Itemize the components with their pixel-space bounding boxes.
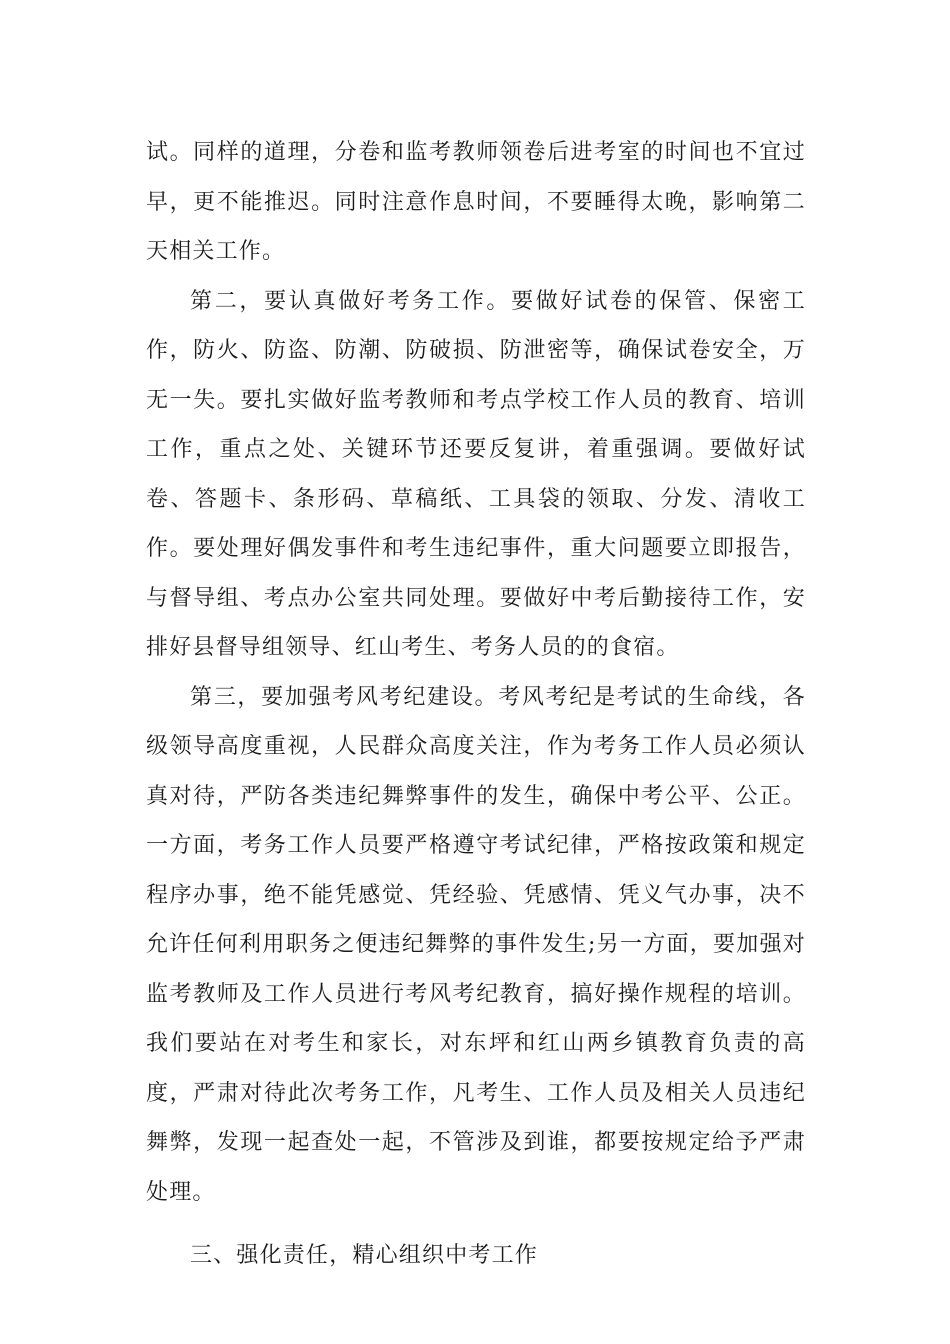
paragraph-second-point: 第二，要认真做好考务工作。要做好试卷的保管、保密工作，防火、防盗、防潮、防破损、防泄密等，确保试卷安全，万无一失。要扎实做好监考教师和考点学校工作人员的教育、培训工作，重点之处、关键环节还要反复讲，着重强调。要做好试卷、答题卡、条形码、草稿纸、工具袋的领取、分发、清收工作。要处理好偶发事件和考生违纪事件，重大问题要立即报告，与督导组、考点办公室共同处理。要做好中考后勤接待工作，安排好县督导组领导、红山考生、考务人员的的食宿。 [146,288,806,660]
paragraph-continuation: 试。同样的道理，分卷和监考教师领卷后进考室的时间也不宜过早，更不能推迟。同时注意作息时间，不要睡得太晚，影响第二天相关工作。 [146,140,806,264]
paragraph-third-point: 第三，要加强考风考纪建设。考风考纪是考试的生命线，各级领导高度重视，人民群众高度关注，作为考务工作人员必须认真对待，严防各类违纪舞弊事件的发生，确保中考公平、公正。一方面，考务工作人员要严格遵守考试纪律，严格按政策和规定程序办事，绝不能凭感觉、凭经验、凭感情、凭义气办事，决不允许任何利用职务之便违纪舞弊的事件发生;另一方面，要加强对监考教师及工作人员进行考风考纪教育，搞好操作规程的培训。我们要站在对考生和家长，对东坪和红山两乡镇教育负责的高度，严肃对待此次考务工作，凡考生、工作人员及相关人员违纪舞弊，发现一起查处一起，不管涉及到谁，都要按规定给予严肃处理。 [146,684,806,1205]
section-heading: 三、强化责任，精心组织中考工作 [190,1243,539,1268]
document-body [146,128,806,1281]
